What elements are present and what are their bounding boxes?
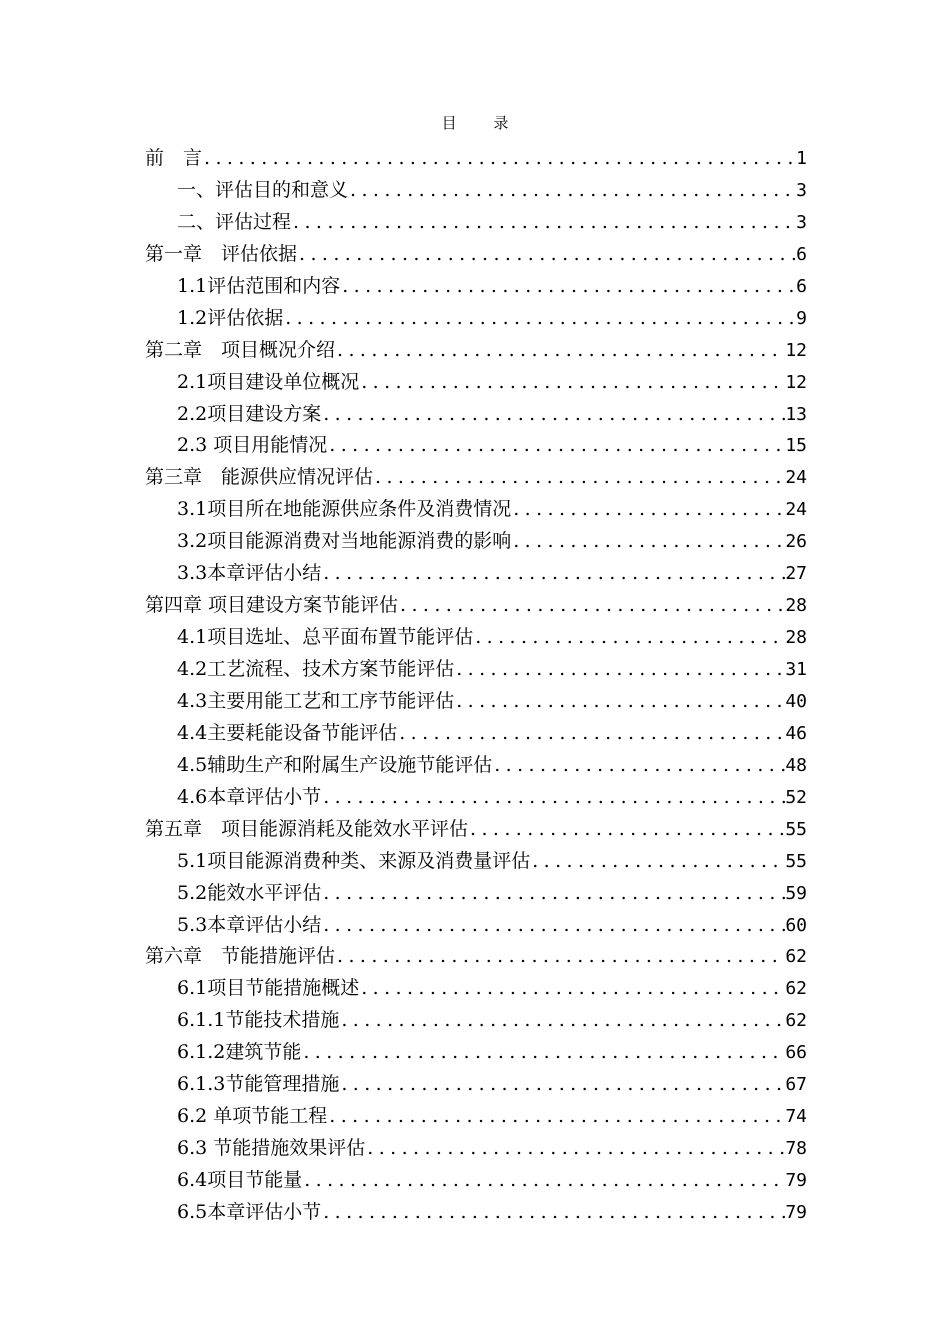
- toc-entry[interactable]: [145, 910, 807, 942]
- toc-entry[interactable]: [145, 430, 807, 462]
- toc-dot-leader: [321, 1197, 785, 1229]
- toc-dot-leader: [530, 846, 785, 878]
- toc-entry[interactable]: [145, 1005, 807, 1037]
- toc-entry-page-number: 60: [785, 914, 807, 936]
- toc-dot-leader: [454, 654, 785, 686]
- toc-dot-leader: [373, 462, 785, 494]
- toc-entry-label: 6.5本章评估小节: [177, 1200, 322, 1223]
- toc-entry[interactable]: [145, 175, 807, 207]
- toc-dot-leader: [340, 271, 796, 303]
- toc-entry[interactable]: [145, 654, 807, 686]
- toc-entry-label: 5.1项目能源消费种类、来源及消费量评估: [177, 849, 531, 872]
- toc-entry-label: 第三章 能源供应情况评估: [145, 466, 374, 489]
- toc-entry-label: 4.3主要用能工艺和工序节能评估: [177, 689, 455, 712]
- toc-entry[interactable]: [145, 1197, 807, 1229]
- toc-entry-label: 6.1项目节能措施概述: [177, 977, 360, 1000]
- toc-dot-leader: [468, 814, 785, 846]
- toc-entry[interactable]: [145, 494, 807, 526]
- toc-entry-label: 二、评估过程: [177, 210, 292, 233]
- toc-entry-label: 4.4主要耗能设备节能评估: [177, 721, 398, 744]
- toc-entry-label: 6.1.2建筑节能: [177, 1041, 302, 1064]
- toc-entry-page-number: 26: [785, 531, 807, 553]
- toc-dot-leader: [291, 207, 796, 239]
- toc-entry[interactable]: [145, 590, 807, 622]
- toc-dot-leader: [335, 335, 785, 367]
- toc-entry-page-number: 40: [785, 690, 807, 712]
- toc-entry-page-number: 62: [785, 978, 807, 1000]
- toc-dot-leader: [327, 430, 785, 462]
- toc-entry[interactable]: [145, 878, 807, 910]
- toc-entry-label: 6.3 节能措施效果评估: [177, 1137, 366, 1160]
- toc-entry[interactable]: [145, 686, 807, 718]
- toc-entry-page-number: 48: [785, 754, 807, 776]
- toc-dot-leader: [321, 878, 785, 910]
- toc-dot-leader: [492, 750, 785, 782]
- toc-entry-label: 2.2项目建设方案: [177, 402, 322, 425]
- toc-entry-page-number: 3: [796, 211, 807, 233]
- toc-entry-page-number: 62: [785, 1010, 807, 1032]
- page-title: 目 录: [441, 114, 525, 132]
- toc-dot-leader: [321, 782, 785, 814]
- toc-entry-page-number: 12: [785, 371, 807, 393]
- toc-entry-label: 3.3本章评估小结: [177, 562, 322, 585]
- toc-dot-leader: [321, 910, 785, 942]
- toc-dot-leader: [283, 303, 796, 335]
- toc-entry[interactable]: [145, 846, 807, 878]
- toc-entry[interactable]: [145, 1069, 807, 1101]
- toc-entry-label: 第六章 节能措施评估: [145, 945, 336, 968]
- toc-entry-page-number: 1: [796, 148, 807, 169]
- toc-dot-leader: [473, 622, 785, 654]
- toc-dot-leader: [398, 590, 785, 622]
- toc-entry[interactable]: [145, 303, 807, 335]
- toc-entry-label: 6.1.1节能技术措施: [177, 1009, 340, 1032]
- toc-dot-leader: [202, 143, 796, 175]
- toc-entry-label: 前 言: [145, 147, 203, 169]
- toc-entry[interactable]: [145, 1133, 807, 1165]
- toc-dot-leader: [297, 239, 796, 271]
- toc-dot-leader: [301, 1037, 785, 1069]
- table-of-contents: [145, 143, 807, 1229]
- toc-entry-page-number: 13: [785, 403, 807, 425]
- toc-entry[interactable]: [145, 1165, 807, 1197]
- toc-entry-label: 第一章 评估依据: [145, 242, 298, 265]
- toc-entry-label: 4.6本章评估小节: [177, 785, 322, 808]
- toc-entry-label: 6.1.3节能管理措施: [177, 1073, 340, 1096]
- toc-entry-page-number: 79: [785, 1201, 807, 1223]
- toc-entry-page-number: 52: [785, 786, 807, 808]
- toc-entry-label: 2.3 项目用能情况: [177, 434, 328, 457]
- toc-entry-page-number: 6: [796, 275, 807, 297]
- toc-entry[interactable]: [145, 1037, 807, 1069]
- toc-entry-page-number: 79: [785, 1170, 807, 1191]
- toc-entry[interactable]: [145, 782, 807, 814]
- toc-entry-label: 1.2评估依据: [177, 306, 284, 329]
- toc-entry[interactable]: [145, 239, 807, 271]
- toc-entry-label: 第五章 项目能源消耗及能效水平评估: [145, 817, 469, 840]
- toc-dot-leader: [397, 718, 785, 750]
- toc-entry[interactable]: [145, 750, 807, 782]
- toc-entry-page-number: 9: [796, 307, 807, 329]
- toc-entry-page-number: 28: [785, 627, 807, 649]
- toc-dot-leader: [348, 175, 796, 207]
- toc-dot-leader: [454, 686, 785, 718]
- toc-dot-leader: [339, 1069, 785, 1101]
- toc-entry[interactable]: [145, 814, 807, 846]
- toc-entry-label: 第四章 项目建设方案节能评估: [145, 594, 399, 617]
- toc-entry[interactable]: [145, 335, 807, 367]
- toc-dot-leader: [359, 973, 785, 1005]
- toc-dot-leader: [511, 526, 785, 558]
- toc-entry-page-number: 55: [785, 818, 807, 840]
- toc-dot-leader: [321, 399, 785, 431]
- toc-entry-label: 3.1项目所在地能源供应条件及消费情况: [177, 498, 512, 521]
- toc-entry[interactable]: [145, 973, 807, 1005]
- toc-entry-label: 一、评估目的和意义: [177, 178, 349, 201]
- toc-dot-leader: [327, 1101, 785, 1133]
- toc-dot-leader: [321, 558, 785, 590]
- toc-entry-label: 3.2项目能源消费对当地能源消费的影响: [177, 530, 512, 553]
- toc-entry[interactable]: [145, 526, 807, 558]
- toc-entry[interactable]: [145, 367, 807, 399]
- toc-entry[interactable]: [145, 941, 807, 973]
- toc-entry-page-number: 62: [785, 946, 807, 968]
- toc-entry-page-number: 28: [785, 595, 807, 617]
- toc-entry-page-number: 6: [796, 243, 807, 265]
- toc-entry-label: 5.2能效水平评估: [177, 881, 322, 904]
- toc-dot-leader: [302, 1165, 785, 1197]
- toc-entry[interactable]: [145, 399, 807, 431]
- toc-entry-label: 4.1项目选址、总平面布置节能评估: [177, 626, 474, 649]
- toc-dot-leader: [335, 941, 785, 973]
- toc-dot-leader: [365, 1133, 785, 1165]
- toc-entry-label: 2.1项目建设单位概况: [177, 370, 360, 393]
- toc-entry-page-number: 66: [785, 1042, 807, 1064]
- toc-entry-page-number: 24: [785, 499, 807, 521]
- toc-entry[interactable]: [145, 558, 807, 590]
- toc-entry-page-number: 24: [785, 467, 807, 489]
- toc-entry-page-number: 31: [785, 659, 807, 680]
- toc-entry-page-number: 27: [785, 563, 807, 585]
- toc-entry-page-number: 46: [785, 722, 807, 744]
- toc-entry-page-number: 59: [785, 882, 807, 904]
- toc-entry-page-number: 3: [796, 179, 807, 201]
- toc-dot-leader: [339, 1005, 785, 1037]
- toc-entry[interactable]: [145, 143, 807, 175]
- toc-entry[interactable]: [145, 462, 807, 494]
- toc-entry-page-number: 78: [785, 1138, 807, 1160]
- toc-entry[interactable]: [145, 622, 807, 654]
- toc-entry-page-number: 67: [785, 1074, 807, 1096]
- toc-entry[interactable]: [145, 1101, 807, 1133]
- toc-dot-leader: [359, 367, 785, 399]
- toc-entry-label: 4.2工艺流程、技术方案节能评估: [177, 658, 455, 680]
- toc-entry-label: 6.2 单项节能工程: [177, 1105, 328, 1128]
- toc-entry-page-number: 55: [785, 850, 807, 872]
- toc-entry-label: 4.5辅助生产和附属生产设施节能评估: [177, 753, 493, 776]
- toc-entry[interactable]: [145, 207, 807, 239]
- toc-entry[interactable]: [145, 271, 807, 303]
- toc-entry-label: 第二章 项目概况介绍: [145, 338, 336, 361]
- toc-entry-label: 6.4项目节能量: [177, 1169, 303, 1191]
- toc-entry-page-number: 12: [785, 339, 807, 361]
- toc-entry[interactable]: [145, 718, 807, 750]
- toc-entry-page-number: 74: [785, 1106, 807, 1128]
- toc-entry-label: 5.3本章评估小结: [177, 913, 322, 936]
- toc-entry-label: 1.1评估范围和内容: [177, 274, 341, 297]
- toc-dot-leader: [511, 494, 785, 526]
- toc-entry-page-number: 15: [785, 435, 807, 457]
